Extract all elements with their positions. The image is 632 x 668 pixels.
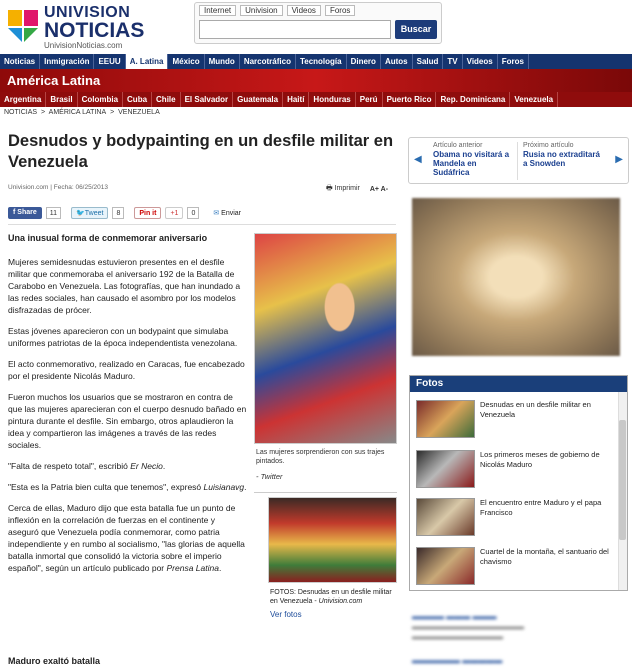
paragraph-6 [8,481,248,493]
share-bar [8,206,396,220]
divider [517,142,518,180]
main-nav [0,54,632,69]
article-subtitle: Una inusual forma de conmemorar aniversario [8,233,208,243]
fotos-item-title[interactable]: Los primeros meses de gobierno de Nicolás Maduro [480,450,600,469]
nav-item-mundo[interactable]: Mundo [205,54,240,69]
paragraph-3: El acto conmemorativo, realizado en Caracas, fue encabezado por el presidente Nicolás Maduro. [8,359,245,381]
article-tools [326,184,388,195]
google-plus-button[interactable]: +1 [165,207,183,219]
search-button[interactable]: Buscar [395,20,437,39]
scrollbar-thumb[interactable] [619,420,626,540]
fotos-thumbnail[interactable] [416,498,475,536]
country-brasil[interactable]: Brasil [46,92,77,107]
paragraph-7 [8,502,248,574]
paragraph-7-b: Prensa Latina [166,563,219,573]
nav-item-autos[interactable]: Autos [381,54,413,69]
previous-title[interactable]: Obama no visitará a Mandela en Sudáfrica [433,150,510,177]
next-label: Próximo artículo [523,142,574,149]
paragraph-5-c: . [162,461,166,471]
country-nav [0,92,632,107]
sponsored-link[interactable]: ▬▬▬▬▬▬ ▬▬▬▬▬ [412,656,503,665]
divider [254,492,397,493]
logo-text[interactable] [44,5,144,50]
paragraph-2: Estas jóvenes aparecieron con un bodypaint que simulaba uniformes patriotas de la época independentista venezolana. [8,326,238,348]
nav-item-foros[interactable]: Foros [498,54,529,69]
fotos-item[interactable] [416,400,616,440]
fotos-scrollbar[interactable] [618,392,627,591]
logo-line1: UNIVISION [44,4,131,21]
country-el-salvador[interactable]: El Salvador [181,92,234,107]
fotos-item-title[interactable]: Cuartel de la montaña, el santuario del chavismo [480,547,609,566]
search-tab-foros[interactable]: Foros [325,5,355,16]
paragraph-5 [8,460,248,472]
nav-item-salud[interactable]: Salud [413,54,444,69]
ver-fotos-link[interactable]: Ver fotos [270,610,302,619]
tweet-label: Tweet [84,210,104,217]
fotos-item-title[interactable]: El encuentro entre Maduro y el papa Francisco [480,498,602,517]
country-rep-dominicana[interactable]: Rep. Dominicana [436,92,510,107]
previous-label: Artículo anterior [433,142,483,149]
nav-item-mexico[interactable]: México [168,54,204,69]
next-title[interactable]: Rusia no extraditará a Snowden [523,150,600,168]
pinterest-button[interactable]: Pin it [134,207,161,219]
sponsored-link[interactable]: ▬▬▬▬ ▬▬▬ ▬▬▬ [412,612,497,621]
article-subhead: Maduro exaltó batalla [8,656,101,666]
gallery-caption [270,588,398,606]
gallery-caption-source: Univision.com [318,598,363,605]
paragraph-6-b: Luisianavg [203,482,245,492]
tweet-button[interactable] [71,207,108,219]
article-source: Univision.com [8,184,49,191]
chevron-right-icon[interactable]: ▶ [615,154,623,165]
nav-item-narcotrafico[interactable]: Narcotráfico [240,54,296,69]
article-title: Desnudos y bodypainting en un desfile militar en Venezuela [8,132,394,171]
next-article[interactable] [523,141,603,168]
sponsored-text: ▬▬▬▬▬▬▬▬▬▬▬▬▬ [412,634,503,641]
fotos-item[interactable] [416,450,616,490]
fotos-thumbnail[interactable] [416,547,475,585]
search-tabs [199,5,355,16]
search-tab-univision[interactable]: Univision [240,5,282,16]
nav-item-tv[interactable]: TV [443,54,462,69]
gallery-caption-text: FOTOS: Desnudas en un desfile militar en Venezuela - [270,589,392,605]
search-input[interactable] [199,20,391,39]
divider [8,224,396,225]
print-label: Imprimir [334,185,360,192]
send-button[interactable] [213,209,241,217]
printer-icon: 🖶 [326,185,335,192]
fotos-item[interactable] [416,498,616,538]
country-honduras[interactable]: Honduras [309,92,355,107]
breadcrumb [4,109,162,116]
site-header [0,0,632,54]
country-cuba[interactable]: Cuba [123,92,152,107]
fotos-widget [409,375,628,591]
fotos-thumbnail[interactable] [416,450,475,488]
photo-source: - Twitter [256,472,283,481]
sponsored-text: ▬▬▬▬▬▬▬▬▬▬▬▬▬▬▬▬ [412,624,524,631]
previous-article[interactable] [433,141,513,177]
photo-caption: Las mujeres sorprendieron con sus trajes pintados. [256,449,385,465]
section-title: América Latina [7,73,101,88]
chevron-left-icon[interactable]: ◀ [414,154,422,165]
breadcrumb-venezuela[interactable]: VENEZUELA [118,109,160,116]
paragraph-4: Fueron muchos los usuarios que se mostraron en contra de que las mujeres aparecieran con el cuerpo desnudo bañado en pintura durante el desfile. Sin embargo, otros aplaudieron la idea y compartieron las imágenes a través de las redes sociales. [8,392,247,450]
article-meta [8,184,108,191]
font-size-button[interactable]: A+ A- [369,186,389,193]
facebook-icon: f [13,209,18,216]
paragraph-7-a: Cerca de ellas, Maduro dijo que esta batalla fue un punto de inflexión en la correlación de fuerzas en el continente y aseguró que Venezuela podía conmemorar, como patria independiente y en rumbo al socialismo, "las glorias de aquella batalla inmortal que consolidó la victoria sobre el imperio español", según un artículo publicado por [8,503,245,573]
breadcrumb-america-latina[interactable]: AMÉRICA LATINA [48,109,107,116]
send-label: Enviar [221,210,242,217]
paragraph-6-c: . [244,482,247,492]
nav-item-noticias[interactable]: Noticias [0,54,40,69]
univision-logo-icon[interactable] [6,6,40,44]
paragraph-5-a: "Falta de respeto total", escribió [8,461,131,471]
breadcrumb-sep: > [110,109,115,116]
country-chile[interactable]: Chile [152,92,181,107]
nav-item-videos[interactable]: Videos [463,54,498,69]
search-tab-internet[interactable]: Internet [199,5,236,16]
facebook-share-button[interactable] [8,207,42,219]
article-body [8,232,248,583]
advertisement[interactable] [412,198,620,356]
facebook-count: 11 [46,207,61,219]
fotos-item-title[interactable]: Desnudas en un desfile militar en Venezuela [480,400,591,419]
country-puerto-rico[interactable]: Puerto Rico [383,92,437,107]
google-plus-count: 0 [187,207,199,219]
logo-line3: UnivisionNoticias.com [44,41,123,50]
nav-item-tecnologia[interactable]: Tecnología [296,54,347,69]
country-guatemala[interactable]: Guatemala [233,92,283,107]
article-photo[interactable] [254,233,397,444]
search-box [194,2,442,44]
paragraph-7-c: . [218,563,222,573]
country-argentina[interactable]: Argentina [0,92,46,107]
nav-item-inmigracion[interactable]: Inmigración [40,54,94,69]
paragraph-5-b: Er Necio [130,461,163,471]
article-navigation [408,137,629,184]
breadcrumb-noticias[interactable]: NOTICIAS [4,109,38,116]
country-haiti[interactable]: Haití [283,92,309,107]
envelope-icon: ✉ [213,210,222,217]
paragraph-1: Mujeres semidesnudas estuvieron presentes en el desfile militar que conmemoraba el aniversario 192 de la Batalla de Carabobo en Venezuela. Las fotografías, que han inundado a las redes sociales, han causado el asombro por los modelos disfrazadas de prócer. [8,257,241,315]
print-button[interactable] [326,184,360,195]
nav-item-a-latina[interactable]: A. Latina [126,54,169,69]
logo-line2: NOTICIAS [44,19,145,42]
paragraph-6-a: "Esta es la Patria bien culta que tenemos", expresó [8,482,204,492]
nav-item-dinero[interactable]: Dinero [347,54,381,69]
fotos-title: Fotos [410,376,627,392]
twitter-icon: 🐦 [76,210,85,217]
gallery-photo[interactable] [268,497,397,583]
article-date: | Fecha: 06/25/2013 [50,184,108,191]
fotos-thumbnail[interactable] [416,400,475,438]
fotos-item[interactable] [416,547,616,587]
breadcrumb-sep: > [41,109,46,116]
section-banner [0,69,632,92]
facebook-share-label: Share [17,209,37,216]
nav-item-eeuu[interactable]: EEUU [94,54,125,69]
search-tab-videos[interactable]: Videos [287,5,321,16]
country-colombia[interactable]: Colombia [78,92,123,107]
tweet-count: 8 [112,207,124,219]
country-venezuela[interactable]: Venezuela [510,92,558,107]
country-peru[interactable]: Perú [356,92,383,107]
